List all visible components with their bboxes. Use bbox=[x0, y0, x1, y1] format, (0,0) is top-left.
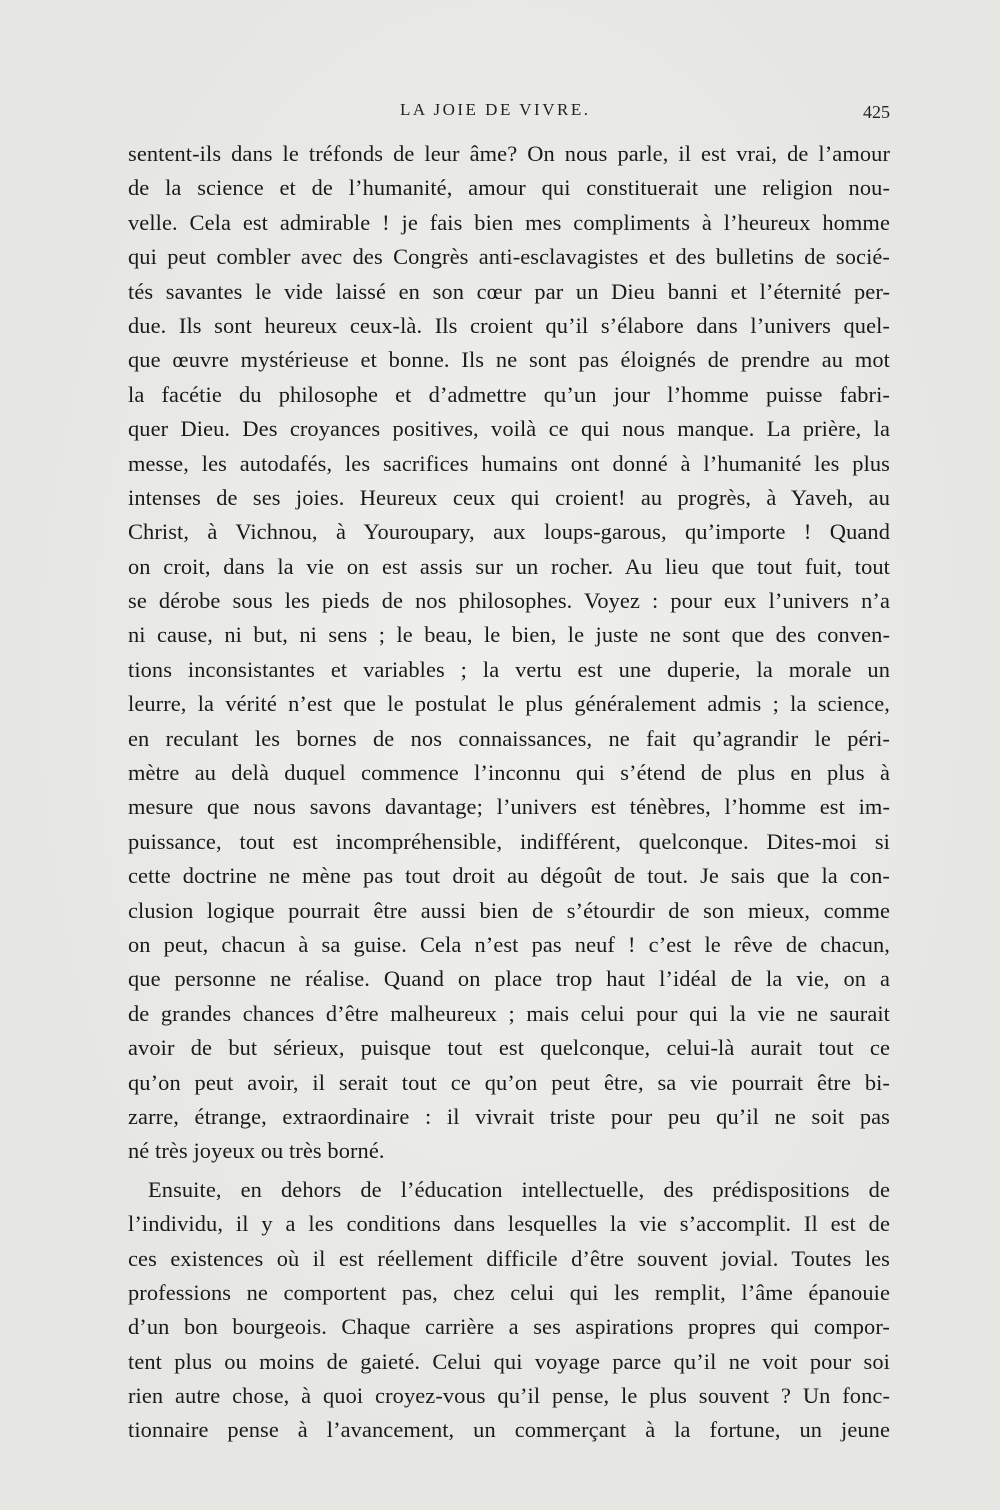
text-line: messe, les autodafés, les sacrifices humains ont donné à l’humanité les plus bbox=[128, 450, 890, 476]
text-line: la facétie du philosophe et d’admettre qu’un jour l’homme puisse fabri- bbox=[128, 381, 890, 407]
text-line: d’un bon bourgeois. Chaque carrière a ses aspirations propres qui compor- bbox=[128, 1314, 890, 1340]
text-line: que personne ne réalise. Quand on place trop haut l’idéal de la vie, on a bbox=[128, 966, 890, 992]
text-line: Ensuite, en dehors de l’éducation intellectuelle, des prédispositions de bbox=[148, 1176, 890, 1202]
text-line: cette doctrine ne mène pas tout droit au dégoût de tout. Je sais que la con- bbox=[128, 863, 890, 889]
text-line: de la science et de l’humanité, amour qui constituerait une religion nou- bbox=[128, 175, 890, 201]
text-line: tions inconsistantes et variables ; la vertu est une duperie, la morale un bbox=[128, 656, 890, 682]
text-line: leurre, la vérité n’est que le postulat le plus généralement admis ; la science, bbox=[128, 691, 890, 717]
text-line: tionnaire pense à l’avancement, un commerçant à la fortune, un jeune bbox=[128, 1417, 890, 1443]
text-line: qu’on peut avoir, il serait tout ce qu’on peut être, sa vie pourrait être bi- bbox=[128, 1069, 890, 1095]
paragraph bbox=[128, 1173, 890, 1448]
text-line: ni cause, ni but, ni sens ; le beau, le bien, le juste ne sont que des conven- bbox=[128, 622, 890, 648]
text-line: on croit, dans la vie on est assis sur un rocher. Au lieu que tout fuit, tout bbox=[128, 553, 890, 579]
text-line: professions ne comportent pas, chez celui qui les remplit, l’âme épanouie bbox=[128, 1279, 890, 1305]
text-line: mesure que nous savons davantage; l’univers est ténèbres, l’homme est im- bbox=[128, 794, 890, 820]
page-number: 425 bbox=[863, 102, 890, 122]
text-line: on peut, chacun à sa guise. Cela n’est pas neuf ! c’est le rêve de chacun, bbox=[128, 931, 890, 957]
text-line: avoir de but sérieux, puisque tout est quelconque, celui-là aurait tout ce bbox=[128, 1035, 890, 1061]
text-line: tés savantes le vide laissé en son cœur par un Dieu banni et l’éternité per- bbox=[128, 278, 890, 304]
running-title: LA JOIE DE VIVRE. bbox=[400, 100, 591, 119]
page-header bbox=[0, 100, 1000, 130]
text-line: ces existences où il est réellement difficile d’être souvent jovial. Toutes les bbox=[128, 1245, 890, 1271]
text-line: quer Dieu. Des croyances positives, voilà ce qui nous manque. La prière, la bbox=[128, 416, 890, 442]
text-line: se dérobe sous les pieds de nos philosophes. Voyez : pour eux l’univers n’a bbox=[128, 588, 890, 614]
text-line: zarre, étrange, extraordinaire : il vivrait triste pour peu qu’il ne soit pas bbox=[128, 1103, 890, 1129]
text-line: clusion logique pourrait être aussi bien de s’étourdir de son mieux, comme bbox=[128, 897, 890, 923]
text-line: l’individu, il y a les conditions dans lesquelles la vie s’accomplit. Il est de bbox=[128, 1211, 890, 1237]
text-line: de grandes chances d’être malheureux ; mais celui pour qui la vie ne saurait bbox=[128, 1000, 890, 1026]
text-line: intenses de ses joies. Heureux ceux qui croient! au progrès, à Yaveh, au bbox=[128, 484, 890, 510]
text-line: velle. Cela est admirable ! je fais bien mes compliments à l’heureux homme bbox=[128, 209, 890, 235]
paragraph bbox=[128, 137, 890, 1169]
text-line: Christ, à Vichnou, à Youroupary, aux loups-garous, qu’importe ! Quand bbox=[128, 519, 890, 545]
text-line: puissance, tout est incompréhensible, indifférent, quelconque. Dites-moi si bbox=[128, 828, 890, 854]
body-text bbox=[128, 137, 890, 1448]
text-line: que œuvre mystérieuse et bonne. Ils ne sont pas éloignés de prendre au mot bbox=[128, 347, 890, 373]
text-line: rien autre chose, à quoi croyez-vous qu’il pense, le plus souvent ? Un fonc- bbox=[128, 1383, 890, 1409]
text-line: tent plus ou moins de gaieté. Celui qui voyage parce qu’il ne voit pour soi bbox=[128, 1348, 890, 1374]
text-line: due. Ils sont heureux ceux-là. Ils croient qu’il s’élabore dans l’univers quel- bbox=[128, 312, 890, 338]
text-line: né très joyeux ou très borné. bbox=[128, 1138, 385, 1164]
text-line: mètre au delà duquel commence l’inconnu qui s’étend de plus en plus à bbox=[128, 760, 890, 786]
text-line: sentent-ils dans le tréfonds de leur âme? On nous parle, il est vrai, de l’amour bbox=[128, 141, 890, 166]
text-line: qui peut combler avec des Congrès anti-esclavagistes et des bulletins de socié- bbox=[128, 244, 890, 270]
text-line: en reculant les bornes de nos connaissances, ne fait qu’agrandir le péri- bbox=[128, 725, 890, 751]
